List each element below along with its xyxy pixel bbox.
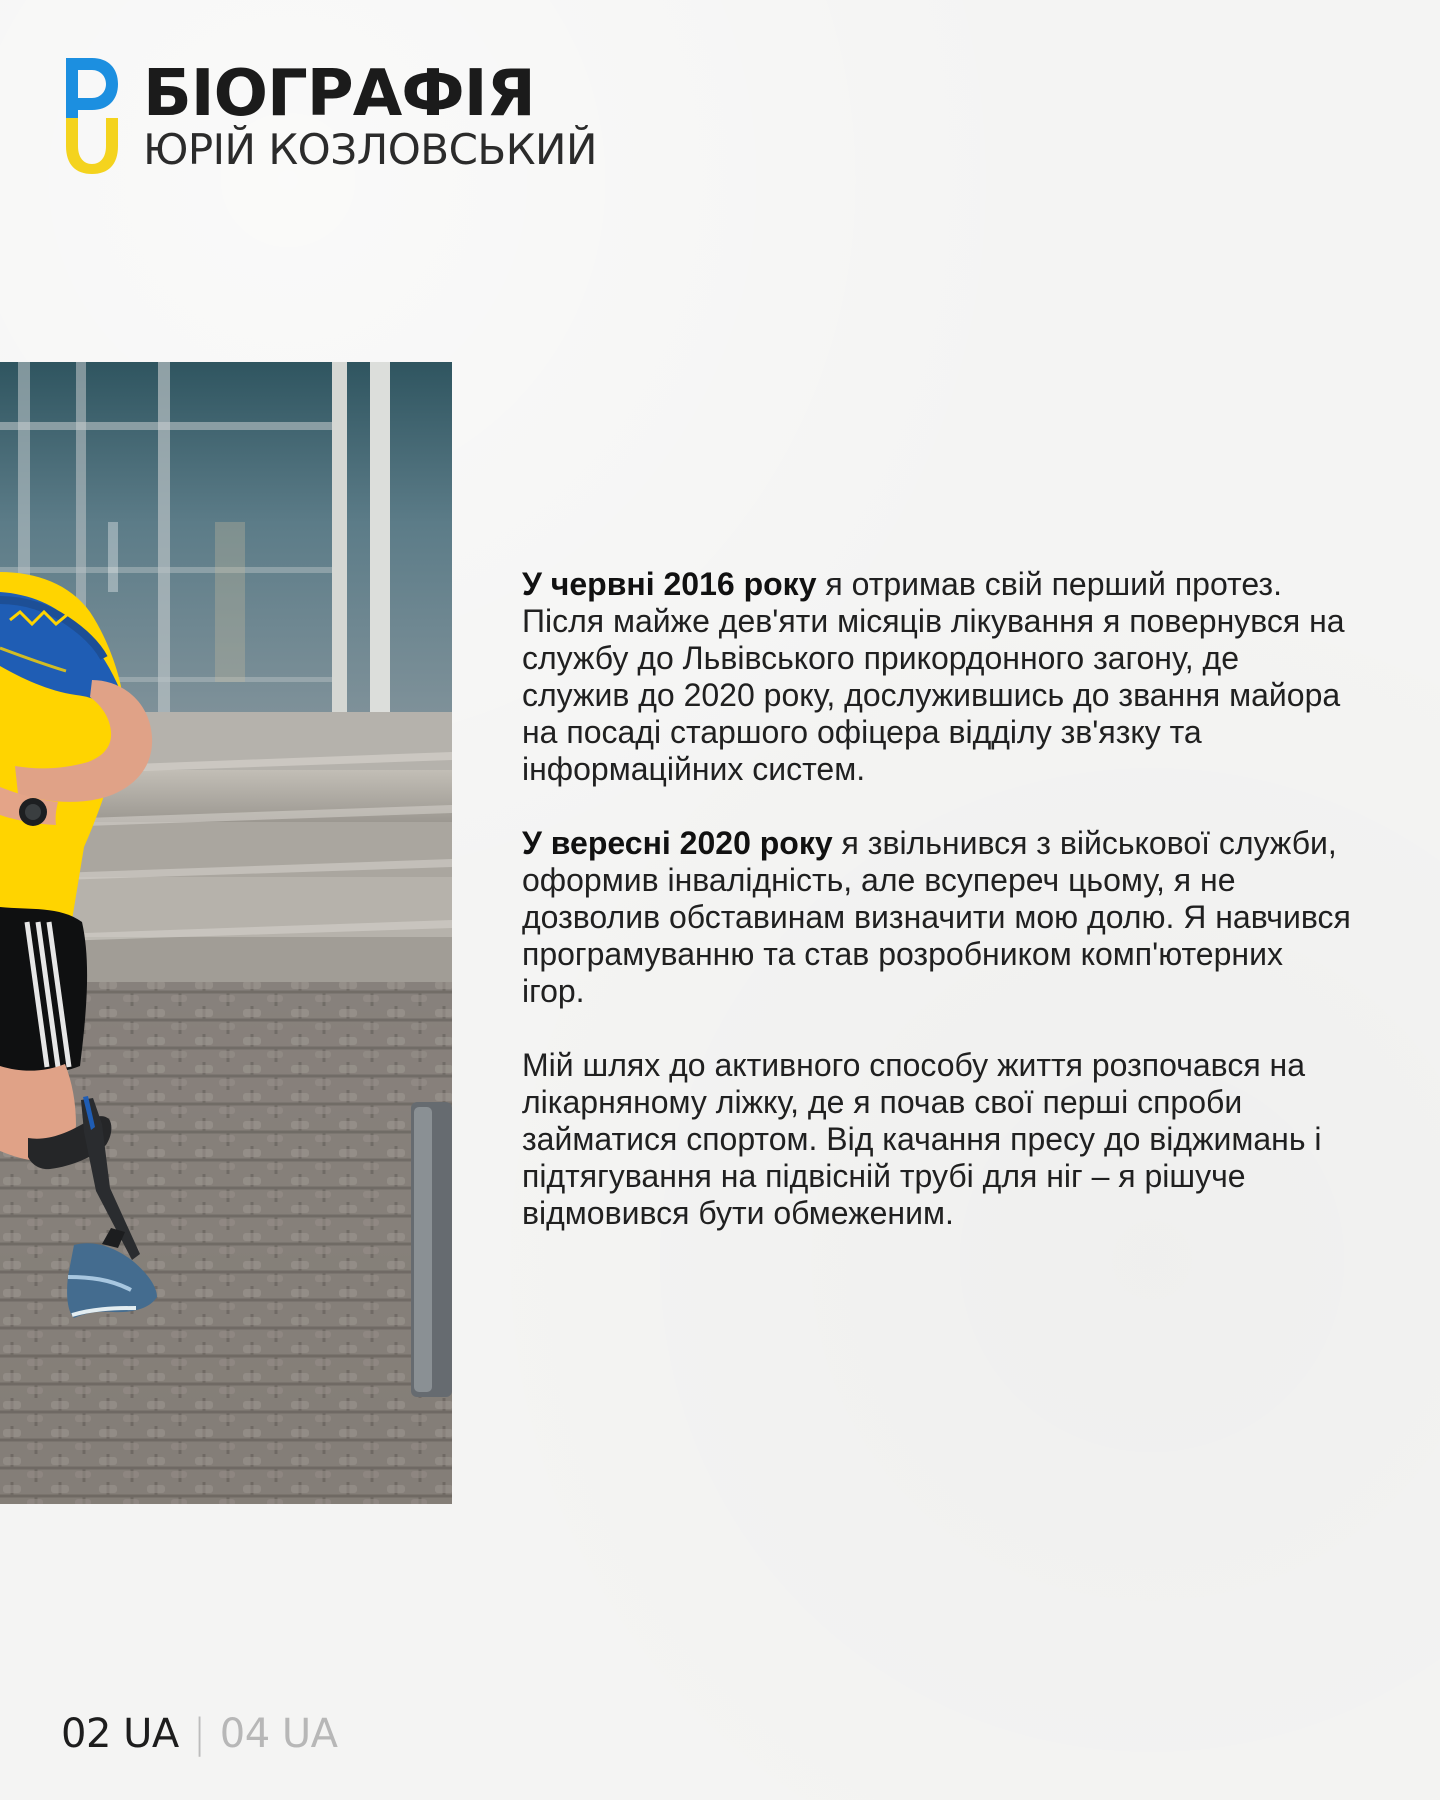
paragraph-1-text: я отримав свій перший протез. Після майже дев'яти місяців лікування я повернувся на службу до Львівського прикордонного загону, де служив до 2020 року, дослужившись до звання майора на посаді старшого офіцера відділу зв'язку та інформаційних систем. (522, 566, 1345, 787)
paragraph-3-text: Мій шлях до активного способу життя розпочався на лікарняному ліжку, де я почав свої перші спроби займатися спортом. Від качання пресу до віджимань і підтягування на підвісній трубі для ніг – я рішуче відмовився бути обмеженим. (522, 1047, 1322, 1231)
paragraph-september-2020 (522, 825, 1352, 1010)
pu-logo (58, 54, 122, 178)
paragraph-june-2016 (522, 566, 1352, 788)
paragraph-2-heading: У вересні 2020 року (522, 825, 833, 861)
pagination (61, 1711, 338, 1757)
paragraph-2-text: я звільнився з військової служби, оформив інвалідність, але всупереч цьому, я не дозволив обставинам визначити мою долю. Я навчився програмуванню та став розробником комп'ютерних ігор. (522, 825, 1351, 1009)
total-pages: 04 UA (219, 1711, 338, 1757)
biography-text (522, 566, 1352, 1269)
page-title: БІОГРАФІЯ (143, 57, 535, 131)
pagination-separator: | (192, 1711, 206, 1757)
title-block (143, 57, 663, 174)
runner-photo (0, 362, 452, 1504)
paragraph-active-life (522, 1047, 1352, 1232)
person-name: ЮРІЙ КОЗЛОВСЬКИЙ (143, 125, 597, 174)
paragraph-1-heading: У червні 2016 року (522, 566, 817, 602)
current-page: 02 UA (61, 1711, 179, 1757)
